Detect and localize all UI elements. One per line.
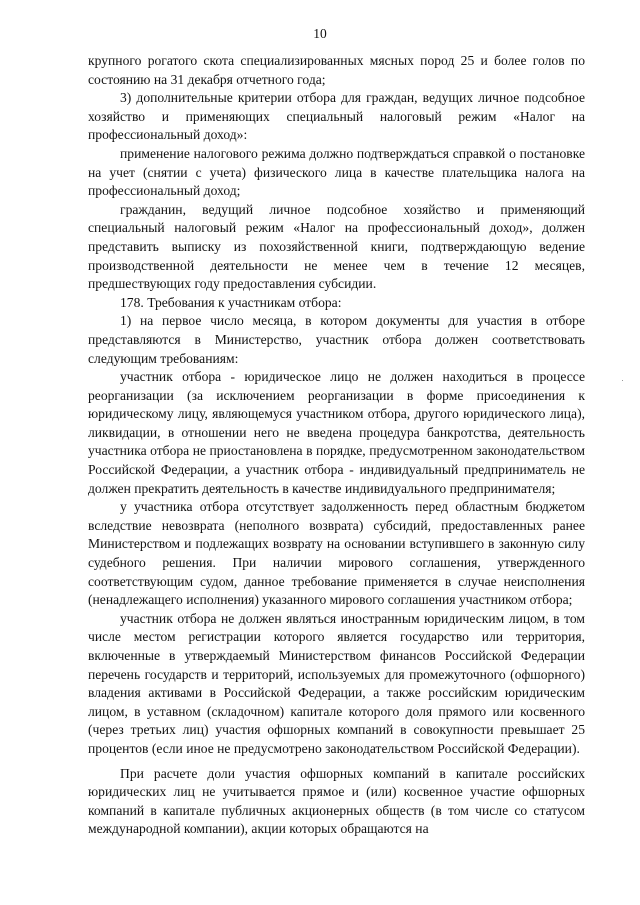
paragraph-1: крупного рогатого скота специализированных мясных пород 25 и более голов по состоянию на 31 декабря отчетного года; [88, 53, 585, 87]
paragraph-6: 1) на первое число месяца, в котором документы для участия в отборе представляются в Министерство, участник отбора должен соответствовать следующим требованиям: [88, 313, 585, 366]
paragraph-8: у участника отбора отсутствует задолженность перед областным бюджетом вследствие невозврата (неполного возврата) субсидий, предоставленных ранее Министерством и подлежащих возврату на основании вступившего в законную силу судебного решения. При наличии мирового соглашения, утвержденного соответствующим судом, данное требование применяется в случае неисполнения (ненадлежащего исполнения) указанного мирового соглашения участником отбора; [88, 499, 585, 608]
page-number: 10 [313, 26, 327, 41]
paragraph-4: гражданин, ведущий личное подсобное хозяйство и применяющий специальный налоговый режим «Налог на профессиональный доход», должен представить выписку из похозяйственной книги, подтверждающую ведение производственной деятельности не менее чем в течение 12 месяцев, предшествующих году предоставления субсидии. [88, 201, 585, 292]
paragraph-5: 178. Требования к участникам отбора: [120, 294, 342, 310]
paragraph-10: При расчете доли участия офшорных компаний в капитале российских юридических лиц не учитывается прямое и (или) косвенное участие офшорных компаний в капитале публичных акционерных обществ (в том числе со статусом международной компании), акции которых обращаются на [88, 765, 585, 837]
document-body [88, 52, 585, 839]
paragraph-3: применение налогового режима должно подтверждаться справкой о постановке на учет (снятии с учета) физического лица в качестве плательщика налога на профессиональный доход; [88, 145, 585, 199]
scan-speck [622, 380, 623, 381]
paragraph-7: участник отбора - юридическое лицо не должен находиться в процессе реорганизации (за исключением реорганизации в форме присоединения к юридическому лицу, являющемуся участником отбора, другого юридического лица), ликвидации, в отношении него не введена процедура банкротства, деятельность участника отбора не приостановлена в порядке, предусмотренном законодательством Российской Федерации, а участник отбора - индивидуальный предприниматель не должен прекратить деятельность в качестве индивидуального предпринимателя; [88, 369, 585, 496]
paragraph-9: участник отбора не должен являться иностранным юридическим лицом, в том числе местом регистрации которого является государство или территория, включенные в утверждаемый Министерством финансов Российской Федерации перечень государств и территорий, используемых для промежуточного (офшорного) владения активами в Российской Федерации, а также российским юридическим лицом, в уставном (складочном) капитале которого доля прямого или косвенного (через третьих лиц) участия офшорных компаний в совокупности превышает 25 процентов (если иное не предусмотрено законодательством Российской Федерации). [88, 610, 585, 756]
paragraph-2: 3) дополнительные критерии отбора для граждан, ведущих личное подсобное хозяйство и применяющих специальный налоговый режим «Налог на профессиональный доход»: [88, 90, 585, 143]
